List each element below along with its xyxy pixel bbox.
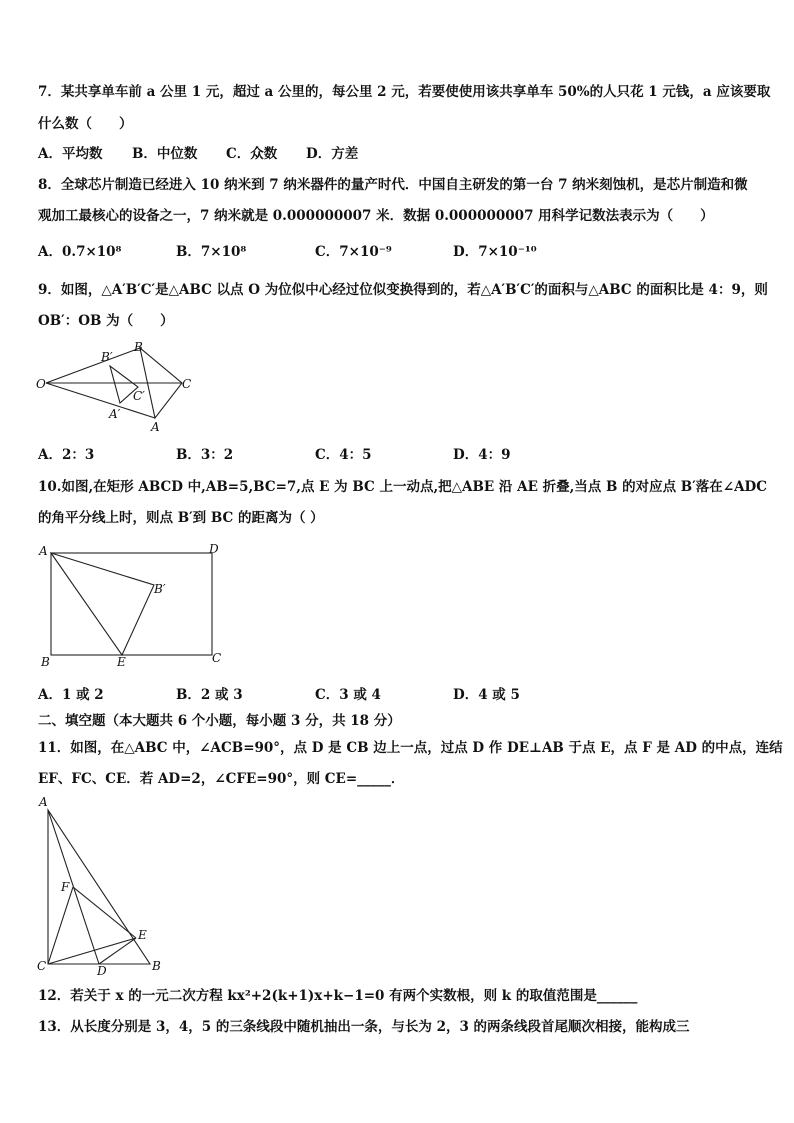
q11-figure — [32, 794, 172, 976]
q11-segment-de — [99, 938, 136, 964]
q9-text-line1: 9．如图，△A′B′C′是△ABC 以点 O 为位似中心经过位似变换得到的，若△A′B′C′的面积与△ABC 的面积比是 4：9，则 — [38, 282, 768, 298]
q7-option-b: B．中位数 — [132, 146, 198, 162]
q13-text: 13．从长度分别是 3，4，5 的三条线段中随机抽出一条，与长为 2，3 的两条线段首尾顺次相接，能构成三 — [38, 1019, 690, 1035]
q11-text-line2: EF、FC、CE．若 AD=2，∠CFE=90°，则 CE=_____． — [38, 771, 405, 787]
q9-text-line2: OB′：OB 为（ ） — [38, 313, 174, 329]
q9-figure — [30, 336, 200, 436]
q9-option-c: C．4：5 — [315, 447, 372, 463]
q11-label-d: D — [97, 964, 107, 976]
q11-label-f: F — [61, 880, 70, 894]
q10-label-d: D — [209, 542, 219, 556]
q10-rectangle-abcd — [51, 553, 212, 655]
q9-option-a: A．2：3 — [38, 447, 95, 463]
q10-option-c: C．3 或 4 — [315, 687, 381, 703]
q10-option-a: A．1 或 2 — [38, 687, 104, 703]
q8-option-c: C．7×10⁻⁹ — [315, 244, 392, 260]
q9-label-a: A — [151, 420, 160, 434]
q10-option-d: D．4 或 5 — [453, 687, 520, 703]
q10-text-line2: 的角平分线上时，则点 B′到 BC 的距离为（ ） — [38, 510, 324, 526]
q8-option-b: B．7×10⁸ — [176, 244, 247, 260]
q8-text-line1: 8．全球芯片制造已经进入 10 纳米到 7 纳米器件的量产时代．中国自主研发的第一台 7 纳米刻蚀机，是芯片制造和微 — [38, 177, 748, 193]
q9-label-o: O — [36, 377, 46, 391]
section-heading-fill-in: 二、填空题（本大题共 6 个小题，每小题 3 分，共 18 分） — [38, 713, 401, 729]
q10-label-c: C — [212, 651, 222, 665]
q8-text-line2: 观加工最核心的设备之一，7 纳米就是 0.000000007 米．数据 0.000000007 用科学记数法表示为（ ） — [38, 208, 714, 224]
q11-label-b: B — [152, 959, 161, 973]
q8-option-a: A．0.7×10⁸ — [38, 244, 122, 260]
q10-label-b1: B′ — [154, 582, 166, 596]
q9-label-b: B — [134, 340, 143, 354]
q10-text-line1: 10.如图,在矩形 ABCD 中,AB=5,BC=7,点 E 为 BC 上一动点,把△ABE 沿 AE 折叠,当点 B 的对应点 B′落在∠ADC — [38, 479, 768, 495]
q10-figure — [36, 540, 236, 670]
q9-label-c: C — [182, 377, 192, 391]
q7-text-line1: 7．某共享单车前 a 公里 1 元，超过 a 公里的，每公里 2 元，若要使使用该共享单车 50%的人只花 1 元钱，a 应该要取 — [38, 84, 771, 100]
q10-option-b: B．2 或 3 — [176, 687, 243, 703]
q12-text: 12．若关于 x 的一元二次方程 kx²+2(k+1)x+k−1=0 有两个实数根，则 k 的取值范围是______ — [38, 988, 638, 1004]
q9-label-a1: A′ — [109, 407, 121, 421]
q7-text-line2: 什么数（ ） — [38, 116, 133, 132]
q7-option-d: D．方差 — [306, 146, 359, 162]
q9-option-d: D．4：9 — [453, 447, 511, 463]
q8-option-d: D．7×10⁻¹⁰ — [453, 244, 537, 260]
q11-text-line1: 11．如图，在△ABC 中，∠ACB=90°，点 D 是 CB 边上一点，过点 D 作 DE⊥AB 于点 E，点 F 是 AD 的中点，连结 — [38, 740, 783, 756]
q7-option-a: A．平均数 — [38, 146, 103, 162]
q9-label-c1: C′ — [133, 389, 145, 403]
q11-label-e: E — [138, 928, 147, 942]
q9-option-b: B．3：2 — [176, 447, 234, 463]
q10-label-e: E — [117, 655, 126, 669]
q11-segment-fc — [48, 887, 73, 964]
q11-label-a: A — [39, 795, 48, 809]
q10-label-a: A — [39, 544, 48, 558]
q9-label-b1: B′ — [101, 350, 113, 364]
q10-label-b: B — [41, 655, 50, 669]
q11-label-c: C — [37, 959, 47, 973]
q10-triangle-ab1e — [51, 553, 154, 655]
q7-option-c: C．众数 — [226, 146, 278, 162]
